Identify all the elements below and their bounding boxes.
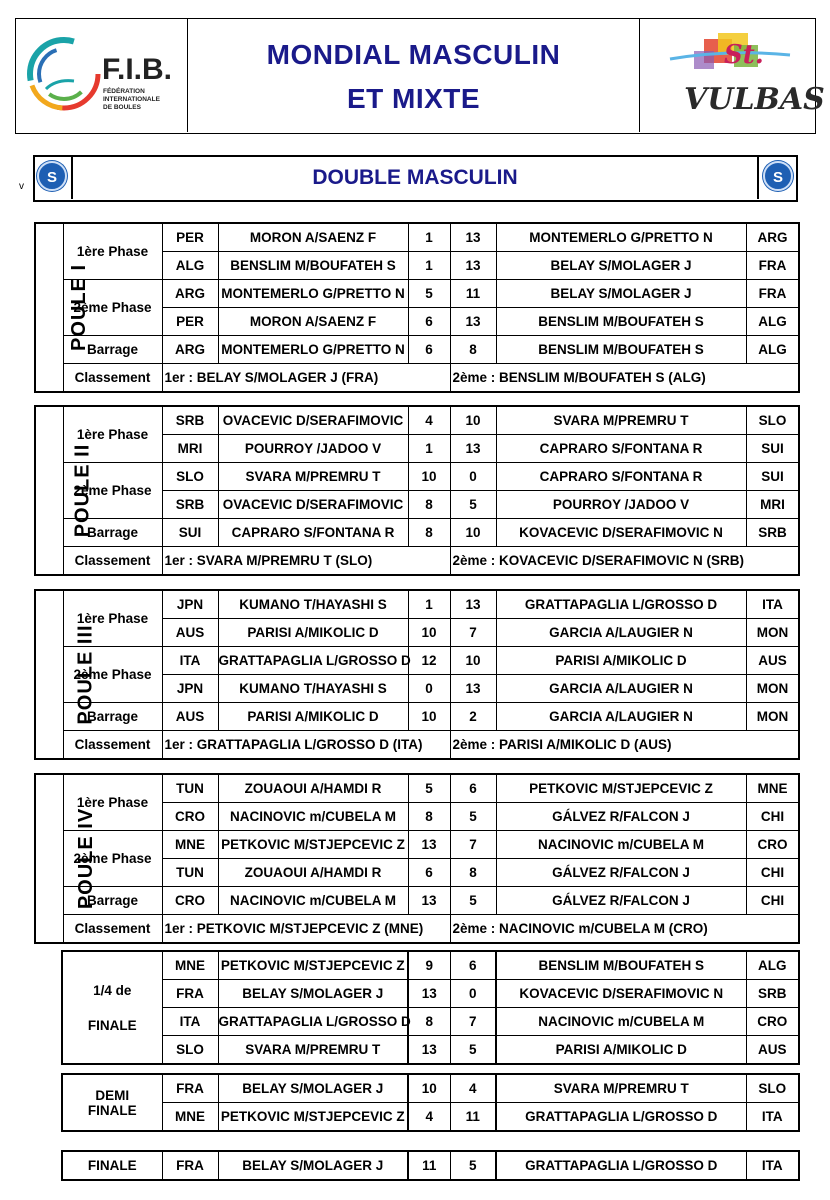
match-row — [62, 1036, 799, 1065]
score: 10 — [408, 1074, 450, 1103]
country-code: CHI — [746, 803, 799, 831]
second-place: 2ème : PARISI A/MIKOLIC D (AUS) — [450, 731, 799, 760]
phase-label: Barrage — [63, 703, 162, 731]
score: 5 — [450, 1151, 496, 1180]
match-row — [62, 1151, 799, 1180]
phase-label: Barrage — [63, 336, 162, 364]
country-code: ALG — [746, 951, 799, 980]
country-code: PER — [162, 223, 218, 252]
country-code: ITA — [162, 1008, 218, 1036]
match-row — [62, 980, 799, 1008]
phase-label: 1ère Phase — [63, 406, 162, 463]
team-name: BENSLIM M/BOUFATEH S — [218, 252, 408, 280]
svg-text:INTERNATIONALE: INTERNATIONALE — [103, 96, 160, 103]
score: 13 — [450, 308, 496, 336]
poule-label: POULE II — [35, 406, 63, 575]
score: 10 — [450, 406, 496, 435]
team-name: PETKOVIC M/STJEPCEVIC Z — [218, 1103, 408, 1132]
team-name: GRATTAPAGLIA L/GROSSO D — [218, 647, 408, 675]
country-code: FRA — [746, 280, 799, 308]
round-label-line-1: DEMI — [95, 1087, 130, 1103]
country-code: JPN — [162, 675, 218, 703]
team-name: GARCIA A/LAUGIER N — [496, 675, 746, 703]
country-code: SUI — [746, 463, 799, 491]
score: 5 — [408, 774, 450, 803]
team-name: MONTEMERLO G/PRETTO N — [218, 336, 408, 364]
team-name: KUMANO T/HAYASHI S — [218, 590, 408, 619]
svg-text:DE BOULES: DE BOULES — [103, 104, 141, 111]
header-frame — [15, 18, 825, 134]
team-name: SVARA M/PREMRU T — [496, 406, 746, 435]
team-name: GRATTAPAGLIA L/GROSSO D — [496, 1103, 746, 1132]
fib-logo-graphic — [16, 19, 186, 131]
round-label-line-2: FINALE — [87, 1017, 137, 1033]
poule-table — [34, 405, 800, 576]
classement-label: Classement — [63, 364, 162, 393]
classement-row — [35, 547, 799, 576]
classement-row — [35, 731, 799, 760]
score: 1 — [408, 435, 450, 463]
match-row — [35, 887, 799, 915]
team-name: GÁLVEZ R/FALCON J — [496, 859, 746, 887]
match-row — [35, 590, 799, 619]
score: 7 — [450, 1008, 496, 1036]
score: 5 — [450, 887, 496, 915]
team-name: POURROY /JADOO V — [496, 491, 746, 519]
poule-label: POULE IV — [35, 774, 63, 943]
score: 12 — [408, 647, 450, 675]
round-label-line-1: 1/4 de — [93, 982, 132, 998]
first-place: 1er : PETKOVIC M/STJEPCEVIC Z (MNE) — [162, 915, 450, 944]
team-name: CAPRARO S/FONTANA R — [496, 435, 746, 463]
score: 6 — [408, 336, 450, 364]
score: 13 — [450, 590, 496, 619]
country-code: MON — [746, 619, 799, 647]
match-row — [62, 951, 799, 980]
score: 8 — [408, 1008, 450, 1036]
round-label — [62, 951, 162, 1064]
team-name: PETKOVIC M/STJEPCEVIC Z — [496, 774, 746, 803]
score: 8 — [450, 859, 496, 887]
country-code: CRO — [746, 831, 799, 859]
first-place: 1er : BELAY S/MOLAGER J (FRA) — [162, 364, 450, 393]
team-name: GARCIA A/LAUGIER N — [496, 703, 746, 731]
country-code: ARG — [162, 336, 218, 364]
team-name: BENSLIM M/BOUFATEH S — [496, 308, 746, 336]
first-place: 1er : GRATTAPAGLIA L/GROSSO D (ITA) — [162, 731, 450, 760]
score: 1 — [408, 590, 450, 619]
poule-table — [34, 773, 800, 944]
fib-logo — [16, 19, 188, 132]
score: 8 — [408, 803, 450, 831]
score: 2 — [450, 703, 496, 731]
country-code: ALG — [746, 308, 799, 336]
country-code: JPN — [162, 590, 218, 619]
st-vulbas-logo-graphic — [640, 19, 825, 131]
team-name: PARISI A/MIKOLIC D — [496, 647, 746, 675]
country-code: ARG — [746, 223, 799, 252]
score: 0 — [450, 980, 496, 1008]
country-code: AUS — [746, 647, 799, 675]
svg-text:FÉDÉRATION: FÉDÉRATION — [103, 88, 145, 95]
match-row — [35, 336, 799, 364]
country-code: ALG — [746, 336, 799, 364]
team-name: PARISI A/MIKOLIC D — [218, 703, 408, 731]
team-name: CAPRARO S/FONTANA R — [218, 519, 408, 547]
phase-label: 2ème Phase — [63, 831, 162, 887]
stray-mark: v — [19, 181, 24, 192]
st-vulbas-logo — [639, 19, 825, 132]
team-name: OVACEVIC D/SERAFIMOVIC — [218, 406, 408, 435]
score: 8 — [408, 491, 450, 519]
quarter-final-table — [61, 950, 800, 1065]
team-name: GÁLVEZ R/FALCON J — [496, 887, 746, 915]
team-name: ZOUAOUI A/HAMDI R — [218, 859, 408, 887]
classement-row — [35, 364, 799, 393]
team-name: GÁLVEZ R/FALCON J — [496, 803, 746, 831]
country-code: FRA — [746, 252, 799, 280]
team-name: PETKOVIC M/STJEPCEVIC Z — [218, 951, 408, 980]
team-name: BENSLIM M/BOUFATEH S — [496, 951, 746, 980]
score: 6 — [408, 308, 450, 336]
team-name: PARISI A/MIKOLIC D — [218, 619, 408, 647]
team-name: CAPRARO S/FONTANA R — [496, 463, 746, 491]
country-code: SLO — [162, 1036, 218, 1065]
poule-label: POULE III — [35, 590, 63, 759]
team-name: NACINOVIC m/CUBELA M — [218, 803, 408, 831]
score: 10 — [408, 463, 450, 491]
score: 7 — [450, 619, 496, 647]
team-name: POURROY /JADOO V — [218, 435, 408, 463]
score: 5 — [450, 803, 496, 831]
classement-label: Classement — [63, 547, 162, 576]
country-code: FRA — [162, 1074, 218, 1103]
score: 6 — [408, 859, 450, 887]
team-name: GARCIA A/LAUGIER N — [496, 619, 746, 647]
score: 5 — [450, 491, 496, 519]
score: 13 — [408, 831, 450, 859]
score: 10 — [408, 619, 450, 647]
match-row — [35, 406, 799, 435]
phase-label: 2ème Phase — [63, 647, 162, 703]
country-code: SLO — [746, 406, 799, 435]
country-code: TUN — [162, 859, 218, 887]
country-code: SUI — [746, 435, 799, 463]
team-name: GRATTAPAGLIA L/GROSSO D — [218, 1008, 408, 1036]
country-code: MRI — [162, 435, 218, 463]
badge-left-cell — [35, 157, 73, 199]
match-row — [62, 1008, 799, 1036]
country-code: MNE — [746, 774, 799, 803]
score: 13 — [408, 887, 450, 915]
s-badge-icon: S — [763, 161, 793, 191]
team-name: MONTEMERLO G/PRETTO N — [218, 280, 408, 308]
team-name: GRATTAPAGLIA L/GROSSO D — [496, 590, 746, 619]
classement-label: Classement — [63, 731, 162, 760]
score: 10 — [408, 703, 450, 731]
country-code: MRI — [746, 491, 799, 519]
classement-label: Classement — [63, 915, 162, 944]
team-name: KOVACEVIC D/SERAFIMOVIC N — [496, 980, 746, 1008]
section-title: DOUBLE MASCULIN — [312, 166, 518, 189]
country-code: SLO — [746, 1074, 799, 1103]
badge-right-cell — [757, 157, 795, 199]
score: 9 — [408, 951, 450, 980]
phase-label: 2ème Phase — [63, 280, 162, 336]
match-row — [35, 703, 799, 731]
team-name: PARISI A/MIKOLIC D — [496, 1036, 746, 1065]
score: 13 — [450, 675, 496, 703]
score: 1 — [408, 252, 450, 280]
poule-table — [34, 222, 800, 393]
team-name: MORON A/SAENZ F — [218, 223, 408, 252]
team-name: BELAY S/MOLAGER J — [496, 280, 746, 308]
round-label: FINALE — [62, 1151, 162, 1180]
team-name: BELAY S/MOLAGER J — [218, 1074, 408, 1103]
country-code: CRO — [746, 1008, 799, 1036]
score: 10 — [450, 647, 496, 675]
team-name: ZOUAOUI A/HAMDI R — [218, 774, 408, 803]
team-name: GRATTAPAGLIA L/GROSSO D — [496, 1151, 746, 1180]
st-logo-text: St. — [724, 40, 764, 70]
country-code: ITA — [162, 647, 218, 675]
score: 0 — [450, 463, 496, 491]
phase-label: 1ère Phase — [63, 590, 162, 647]
country-code: SLO — [162, 463, 218, 491]
round-label — [62, 1074, 162, 1131]
team-name: NACINOVIC m/CUBELA M — [218, 887, 408, 915]
country-code: SRB — [162, 406, 218, 435]
country-code: AUS — [746, 1036, 799, 1065]
country-code: TUN — [162, 774, 218, 803]
score: 13 — [408, 1036, 450, 1065]
score: 10 — [450, 519, 496, 547]
match-row — [35, 831, 799, 859]
country-code: AUS — [162, 619, 218, 647]
country-code: FRA — [162, 1151, 218, 1180]
score: 5 — [450, 1036, 496, 1065]
score: 13 — [450, 252, 496, 280]
final-table — [61, 1150, 800, 1181]
country-code: MNE — [162, 951, 218, 980]
team-name: SVARA M/PREMRU T — [496, 1074, 746, 1103]
match-row — [35, 647, 799, 675]
country-code: PER — [162, 308, 218, 336]
team-name: NACINOVIC m/CUBELA M — [496, 1008, 746, 1036]
page-title — [188, 19, 639, 132]
team-name: MONTEMERLO G/PRETTO N — [496, 223, 746, 252]
country-code: FRA — [162, 980, 218, 1008]
team-name: PETKOVIC M/STJEPCEVIC Z — [218, 831, 408, 859]
country-code: SUI — [162, 519, 218, 547]
title-line-2: ET MIXTE — [346, 83, 481, 114]
score: 13 — [450, 435, 496, 463]
score: 7 — [450, 831, 496, 859]
team-name: BELAY S/MOLAGER J — [218, 980, 408, 1008]
team-name: KUMANO T/HAYASHI S — [218, 675, 408, 703]
team-name: BELAY S/MOLAGER J — [496, 252, 746, 280]
second-place: 2ème : BENSLIM M/BOUFATEH S (ALG) — [450, 364, 799, 393]
match-row — [35, 223, 799, 252]
country-code: MNE — [162, 1103, 218, 1132]
vulbas-logo-text: VULBAS — [684, 82, 825, 117]
country-code: ALG — [162, 252, 218, 280]
team-name: OVACEVIC D/SERAFIMOVIC — [218, 491, 408, 519]
score: 6 — [450, 774, 496, 803]
title-line-1: MONDIAL MASCULIN — [266, 39, 561, 70]
poule-table — [34, 589, 800, 760]
team-name: SVARA M/PREMRU T — [218, 1036, 408, 1065]
team-name: NACINOVIC m/CUBELA M — [496, 831, 746, 859]
match-row — [35, 519, 799, 547]
country-code: ARG — [162, 280, 218, 308]
poule-label: POULE I — [35, 223, 63, 392]
country-code: CRO — [162, 887, 218, 915]
country-code: MNE — [162, 831, 218, 859]
country-code: ITA — [746, 1151, 799, 1180]
phase-label: Barrage — [63, 519, 162, 547]
phase-label: 1ère Phase — [63, 774, 162, 831]
phase-label: 1ère Phase — [63, 223, 162, 280]
country-code: SRB — [162, 491, 218, 519]
phase-label: Barrage — [63, 887, 162, 915]
country-code: CRO — [162, 803, 218, 831]
country-code: ITA — [746, 590, 799, 619]
country-code: MON — [746, 675, 799, 703]
section-bar — [33, 155, 798, 202]
score: 11 — [450, 280, 496, 308]
second-place: 2ème : NACINOVIC m/CUBELA M (CRO) — [450, 915, 799, 944]
team-name: SVARA M/PREMRU T — [218, 463, 408, 491]
country-code: CHI — [746, 887, 799, 915]
country-code: AUS — [162, 703, 218, 731]
country-code: MON — [746, 703, 799, 731]
fib-logo-text: F.I.B. — [102, 53, 173, 86]
second-place: 2ème : KOVACEVIC D/SERAFIMOVIC N (SRB) — [450, 547, 799, 576]
country-code: CHI — [746, 859, 799, 887]
team-name: BELAY S/MOLAGER J — [218, 1151, 408, 1180]
score: 0 — [408, 675, 450, 703]
phase-label: 2ème Phase — [63, 463, 162, 519]
score: 13 — [450, 223, 496, 252]
match-row — [35, 774, 799, 803]
semi-final-table — [61, 1073, 800, 1132]
team-name: MORON A/SAENZ F — [218, 308, 408, 336]
team-name: KOVACEVIC D/SERAFIMOVIC N — [496, 519, 746, 547]
match-row — [35, 280, 799, 308]
score: 4 — [450, 1074, 496, 1103]
match-row — [62, 1103, 799, 1132]
score: 1 — [408, 223, 450, 252]
match-row — [35, 463, 799, 491]
round-label-line-2: FINALE — [87, 1102, 137, 1118]
country-code: SRB — [746, 980, 799, 1008]
country-code: ITA — [746, 1103, 799, 1132]
score: 11 — [450, 1103, 496, 1132]
score: 4 — [408, 1103, 450, 1132]
score: 5 — [408, 280, 450, 308]
score: 11 — [408, 1151, 450, 1180]
score: 8 — [408, 519, 450, 547]
classement-row — [35, 915, 799, 944]
score: 6 — [450, 951, 496, 980]
match-row — [62, 1074, 799, 1103]
country-code: SRB — [746, 519, 799, 547]
first-place: 1er : SVARA M/PREMRU T (SLO) — [162, 547, 450, 576]
score: 8 — [450, 336, 496, 364]
team-name: BENSLIM M/BOUFATEH S — [496, 336, 746, 364]
score: 4 — [408, 406, 450, 435]
s-badge-icon: S — [37, 161, 67, 191]
score: 13 — [408, 980, 450, 1008]
